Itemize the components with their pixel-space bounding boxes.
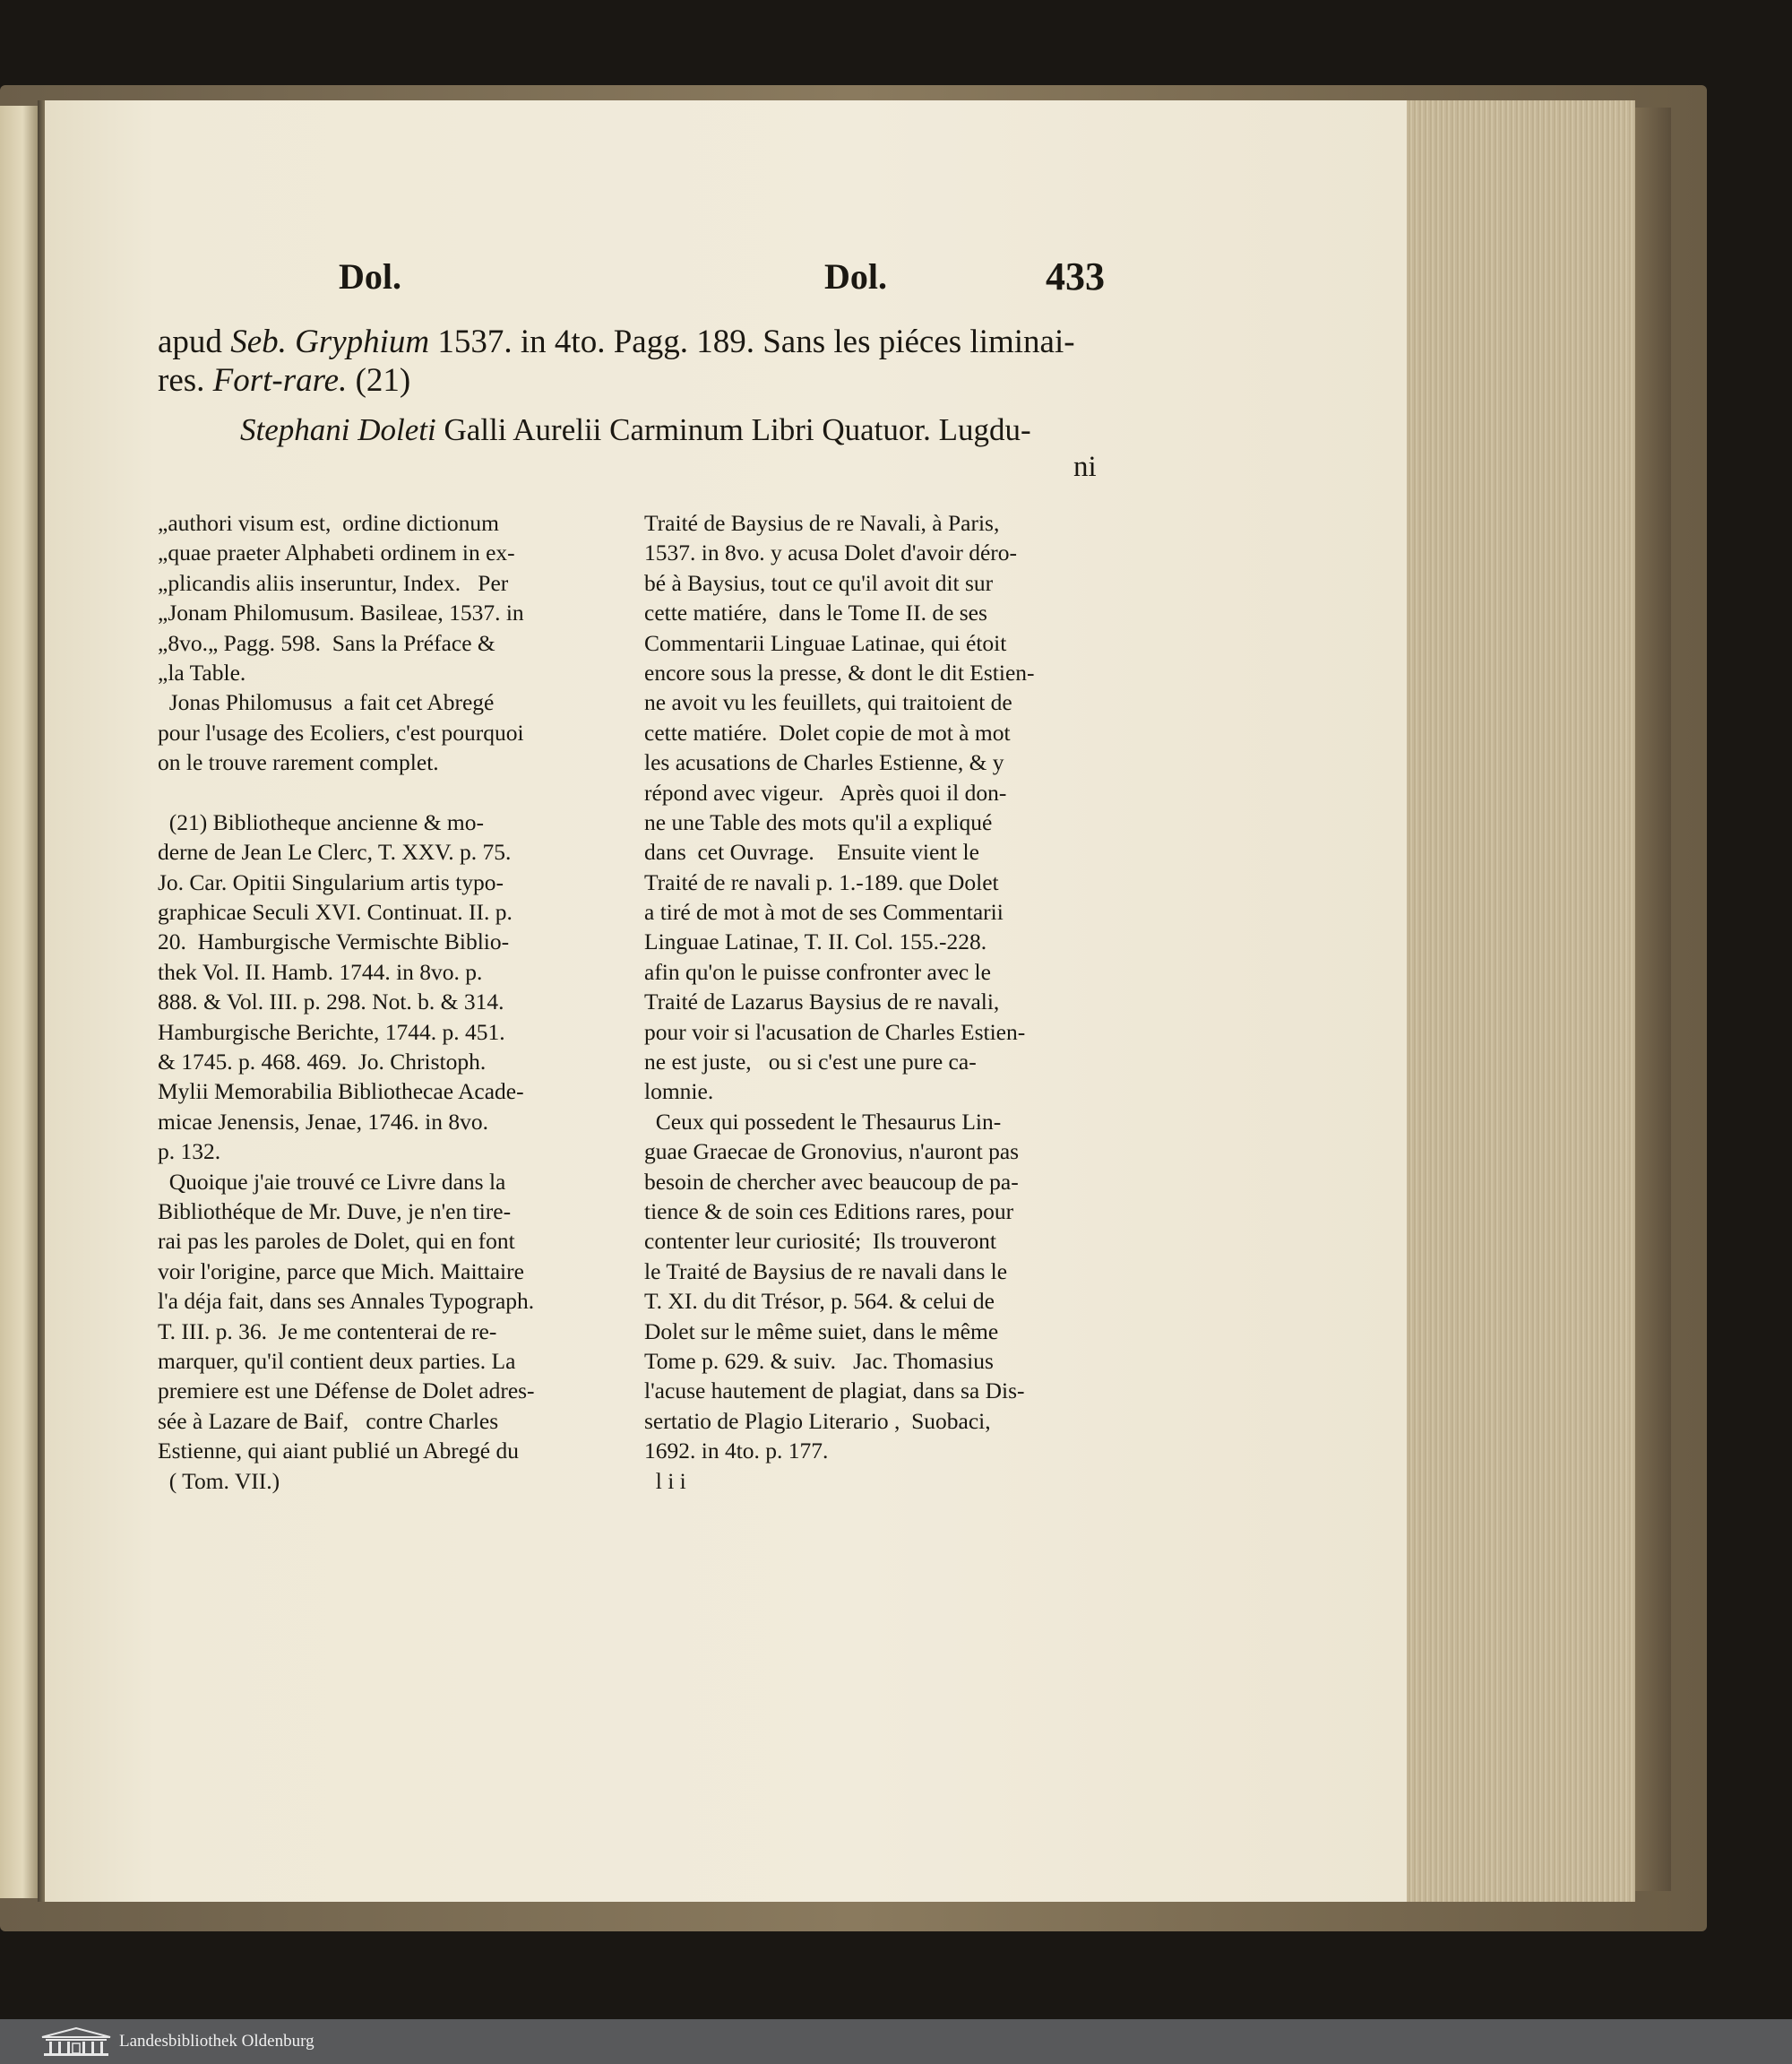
intro-line-2-note: (21) [347, 362, 411, 399]
right-line: Tome p. 629. & suiv. Jac. Thomasius [644, 1347, 994, 1374]
right-line: Traité de Baysius de re Navali, à Paris, [644, 510, 1000, 536]
right-line: le Traité de Baysius de re navali dans le [644, 1257, 1008, 1284]
right-line: 1537. in 8vo. y acusa Dolet d'avoir déro- [644, 540, 1018, 566]
library-building-icon [40, 2026, 112, 2057]
right-line: les acusations de Charles Estienne, & y [644, 749, 1004, 776]
left-column [158, 508, 535, 1496]
intro-line-1 [158, 323, 1075, 361]
left-line: „quae praeter Alphabeti ordinem in ex- [158, 540, 515, 566]
left-line: 20. Hamburgische Vermischte Biblio- [158, 928, 510, 955]
right-line: l'acuse hautement de plagiat, dans sa Dis- [644, 1377, 1025, 1404]
left-line: ( Tom. VII.) [158, 1467, 280, 1494]
left-line: on le trouve rarement complet. [158, 749, 439, 776]
left-line [158, 778, 535, 807]
right-line: ne une Table des mots qu'il a expliqué [644, 808, 993, 835]
left-line: thek Vol. II. Hamb. 1744. in 8vo. p. [158, 958, 483, 985]
right-line: ne est juste, ou si c'est une pure ca- [644, 1049, 977, 1075]
left-line: Jonas Philomusus a fait cet Abregé [158, 689, 495, 716]
footer-bar [0, 2019, 1792, 2064]
right-line: afin qu'on le puisse confronter avec le [644, 958, 991, 985]
left-line: „plicandis aliis inseruntur, Index. Per [158, 569, 509, 596]
left-line: „8vo.„ Pagg. 598. Sans la Préface & [158, 629, 495, 656]
right-line: Traité de Lazarus Baysius de re navali, [644, 989, 1000, 1015]
left-line: & 1745. p. 468. 469. Jo. Christoph. [158, 1049, 487, 1075]
intro-line-3 [240, 412, 1031, 448]
right-line: besoin de chercher avec beaucoup de pa- [644, 1168, 1019, 1195]
intro-line-2-rarity: Fort-rare. [212, 362, 348, 399]
left-line: graphicae Seculi XVI. Continuat. II. p. [158, 899, 513, 926]
left-line: „Jonam Philomusum. Basileae, 1537. in [158, 600, 524, 626]
left-line: (21) Bibliotheque ancienne & mo- [158, 808, 484, 835]
left-line: Bibliothéque de Mr. Duve, je n'en tire- [158, 1197, 512, 1224]
left-line: micae Jenensis, Jenae, 1746. in 8vo. [158, 1108, 488, 1135]
right-line: dans cet Ouvrage. Ensuite vient le [644, 839, 979, 866]
right-line: contenter leur curiosité; Ils trouveront [644, 1228, 996, 1255]
right-line: encore sous la presse, & dont le dit Estien- [644, 659, 1035, 686]
intro-line-3-author: Stephani Doleti [240, 412, 436, 447]
left-line: marquer, qu'il contient deux parties. La [158, 1347, 516, 1374]
intro-line-4: ni [1073, 451, 1097, 483]
right-line: sertatio de Plagio Literario , Suobaci, [644, 1407, 991, 1434]
left-line: „la Table. [158, 659, 246, 686]
left-line: sée à Lazare de Baif, contre Charles [158, 1407, 499, 1434]
cover-edge [1635, 108, 1671, 1891]
intro-line-1-text-c: 1537. in 4to. Pagg. 189. Sans les piéces liminai- [429, 324, 1075, 360]
right-line: cette matiére, dans le Tome II. de ses [644, 600, 987, 626]
left-line: p. 132. [158, 1138, 221, 1165]
left-line: Quoique j'aie trouvé ce Livre dans la [158, 1168, 506, 1195]
right-column [644, 508, 1035, 1496]
running-head-left: Dol. [339, 256, 401, 297]
page-number: 433 [1046, 255, 1105, 298]
left-line: derne de Jean Le Clerc, T. XXV. p. 75. [158, 839, 512, 866]
right-line: Dolet sur le même suiet, dans le même [644, 1317, 999, 1344]
left-line: Estienne, qui aiant publié un Abregé du [158, 1438, 519, 1464]
right-line: tience & de soin ces Editions rares, pour [644, 1197, 1014, 1224]
right-line: bé à Baysius, tout ce qu'il avoit dit sur [644, 569, 994, 596]
intro-line-1-text-a: apud [158, 324, 231, 360]
right-line: Ceux qui possedent le Thesaurus Lin- [644, 1108, 1002, 1135]
left-line: l'a déja fait, dans ses Annales Typograph. [158, 1288, 535, 1315]
running-head-center: Dol. [824, 256, 887, 297]
intro-line-2-text-a: res. [158, 362, 213, 399]
intro-line-3-title: Galli Aurelii Carminum Libri Quatuor. Lugdu- [435, 412, 1031, 447]
right-line: Linguae Latinae, T. II. Col. 155.-228. [644, 928, 987, 955]
library-name: Landesbibliothek Oldenburg [119, 2032, 314, 2051]
left-line: rai pas les paroles de Dolet, qui en font [158, 1228, 515, 1255]
right-line: a tiré de mot à mot de ses Commentarii [644, 899, 1004, 926]
left-line: premiere est une Défense de Dolet adres- [158, 1377, 535, 1404]
right-line: Traité de re navali p. 1.-189. que Dolet [644, 868, 999, 895]
previous-page-edge [0, 106, 38, 1898]
left-line: 888. & Vol. III. p. 298. Not. b. & 314. [158, 989, 504, 1015]
left-line: Jo. Car. Opitii Singularium artis typo- [158, 868, 504, 895]
right-line: répond avec vigeur. Après quoi il don- [644, 779, 1007, 806]
left-line: Hamburgische Berichte, 1744. p. 451. [158, 1018, 505, 1045]
page-stack-edge [1402, 100, 1635, 1902]
left-line: Mylii Memorabilia Bibliothecae Acade- [158, 1078, 524, 1105]
right-line: 1692. in 4to. p. 177. [644, 1438, 829, 1464]
right-line: guae Graecae de Gronovius, n'auront pas [644, 1138, 1020, 1165]
left-line: „authori visum est, ordine dictionum [158, 510, 500, 536]
intro-line-1-printer: Seb. Gryphium [230, 324, 430, 360]
right-line: T. XI. du dit Trésor, p. 564. & celui de [644, 1288, 995, 1315]
right-line: lomnie. [644, 1078, 714, 1105]
right-line: pour voir si l'acusation de Charles Estien- [644, 1018, 1026, 1045]
right-line: cette matiére. Dolet copie de mot à mot [644, 719, 1011, 746]
intro-line-2 [158, 361, 410, 400]
right-line: ne avoit vu les feuillets, qui traitoient de [644, 689, 1012, 716]
right-line: l i i [644, 1467, 686, 1494]
left-line: voir l'origine, parce que Mich. Maittaire [158, 1257, 524, 1284]
left-line: pour l'usage des Ecoliers, c'est pourquoi [158, 719, 524, 746]
right-line: Commentarii Linguae Latinae, qui étoit [644, 629, 1007, 656]
left-line: T. III. p. 36. Je me contenterai de re- [158, 1317, 497, 1344]
